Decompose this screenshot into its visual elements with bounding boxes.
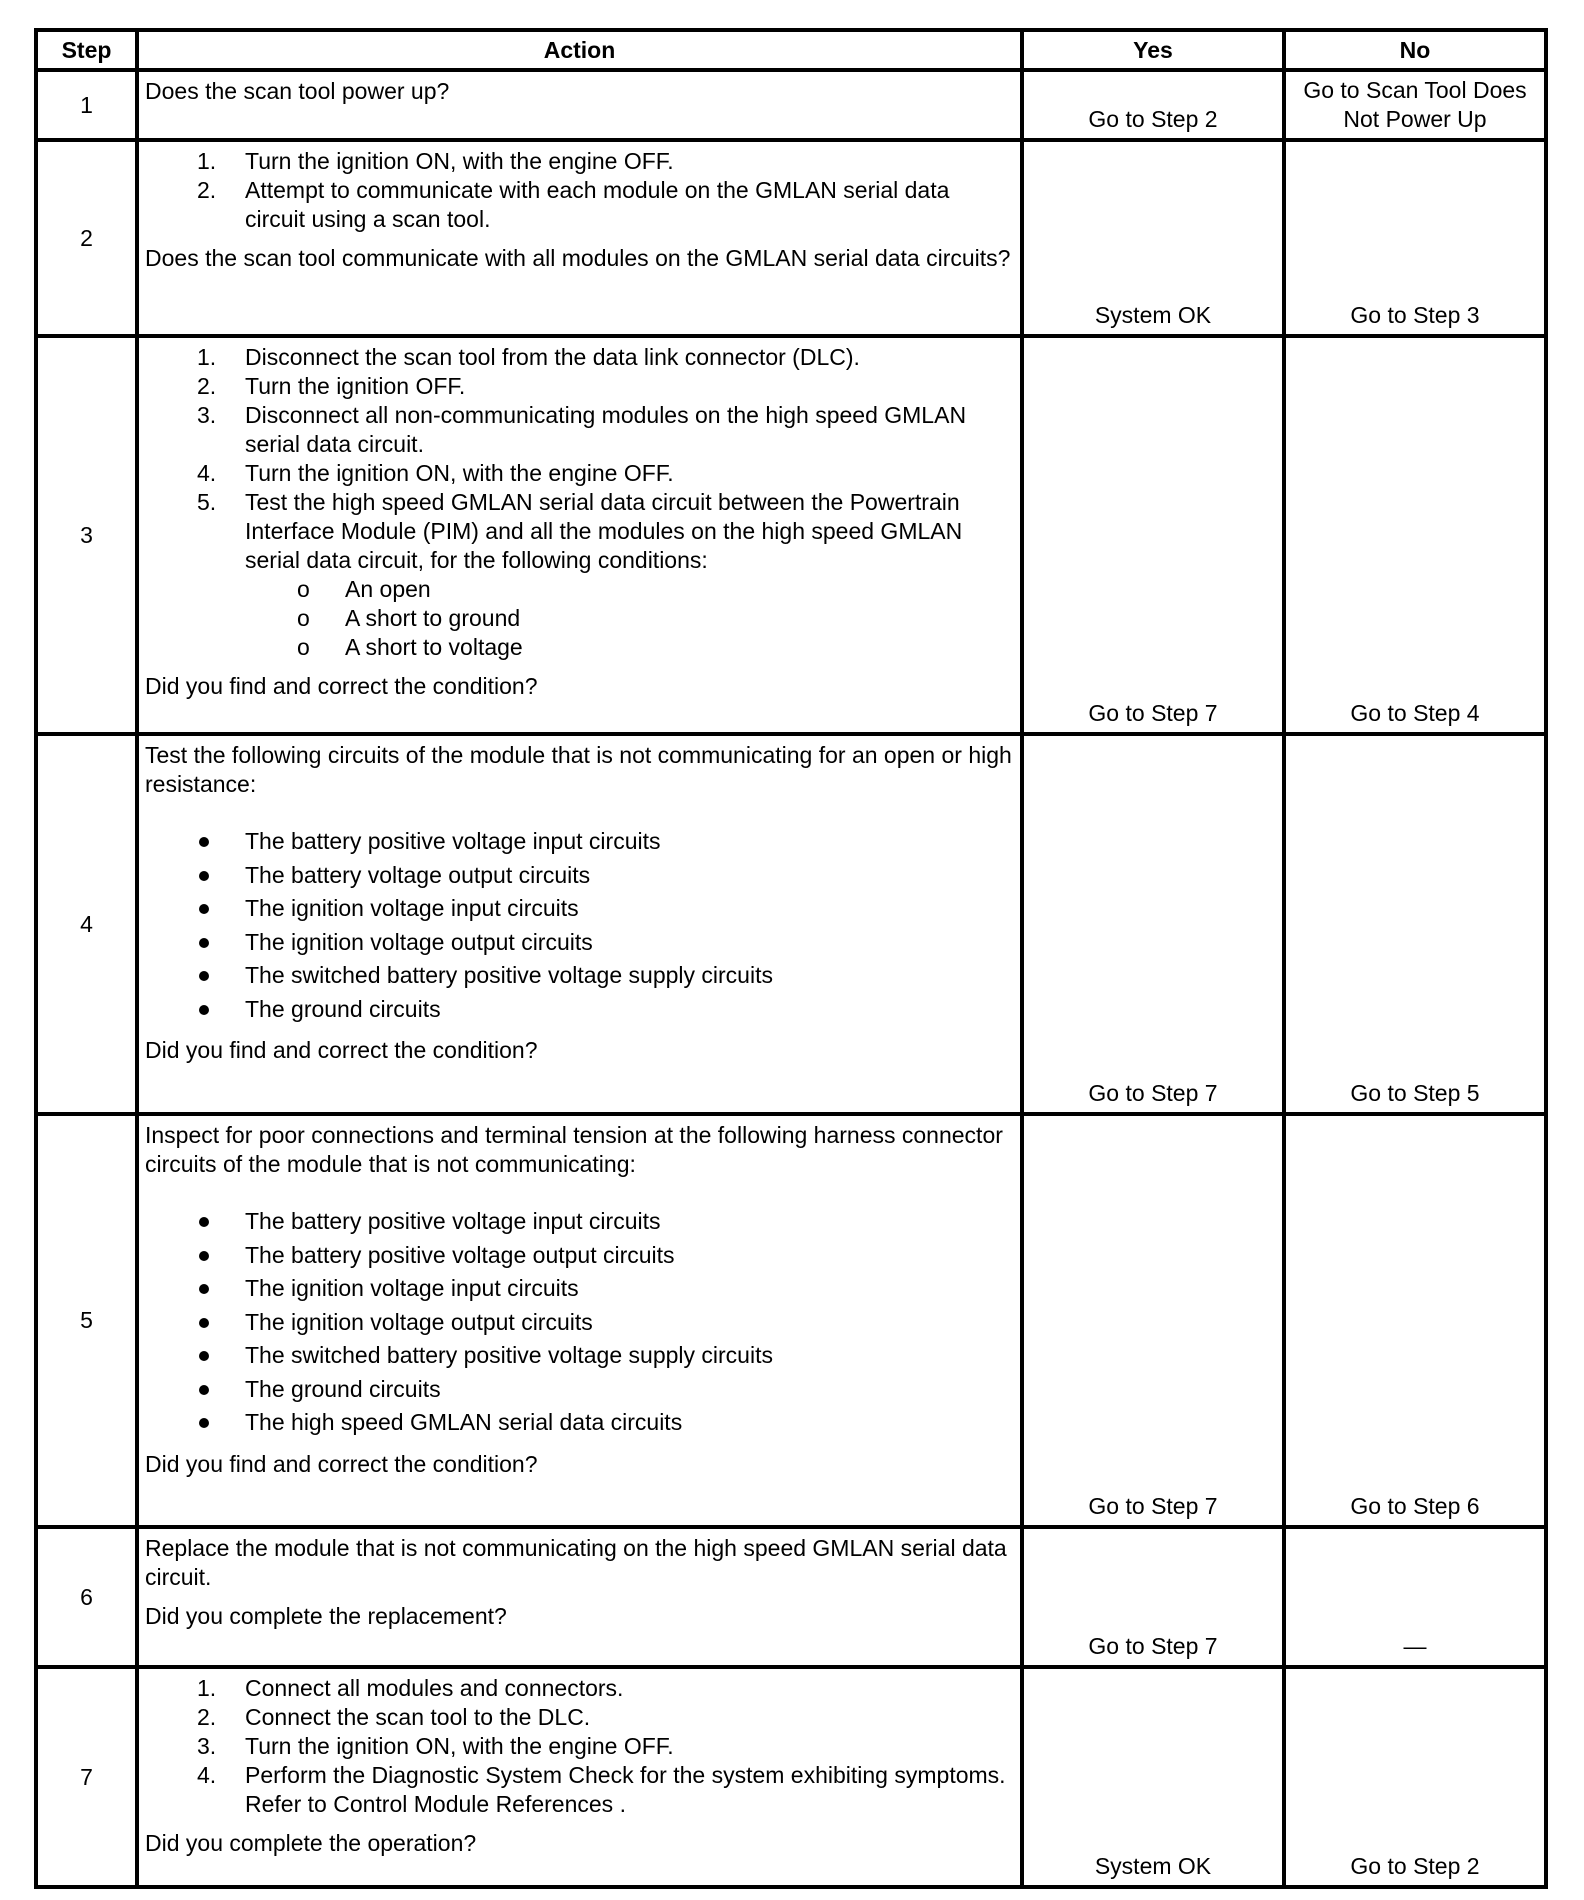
list-item: 1. Connect all modules and connectors. [197, 1675, 624, 1701]
action-steps [145, 343, 1014, 662]
no-result: Go to Step 3 [1284, 140, 1546, 336]
list-item: 2. Turn the ignition OFF. [197, 373, 466, 399]
condition-list [245, 575, 1014, 662]
list-item: 2. Attempt to communicate with each module on the GMLAN serial data circuit using a scan tool. [197, 177, 950, 232]
list-item: o A short to voltage [297, 634, 523, 660]
list-item: The ignition voltage output circuits [145, 1306, 1014, 1340]
table-row [36, 140, 1546, 336]
header-action: Action [137, 30, 1022, 70]
no-result: Go to Step 6 [1284, 1114, 1546, 1527]
list-item: The switched battery positive voltage supply circuits [145, 1339, 1014, 1373]
circuit-list [145, 825, 1014, 1026]
action-cell [137, 1667, 1022, 1887]
step-number: 7 [36, 1667, 137, 1887]
action-question: Does the scan tool communicate with all modules on the GMLAN serial data circuits? [145, 245, 1011, 271]
no-result: Go to Step 2 [1284, 1667, 1546, 1887]
header-yes: Yes [1022, 30, 1284, 70]
action-question: Did you complete the operation? [145, 1830, 477, 1856]
action-cell [137, 336, 1022, 734]
header-step: Step [36, 30, 137, 70]
action-steps [145, 147, 1014, 234]
yes-result: System OK [1022, 1667, 1284, 1887]
action-question: Does the scan tool power up? [145, 78, 450, 104]
action-cell [137, 1527, 1022, 1667]
action-cell [137, 70, 1022, 140]
yes-result: Go to Step 7 [1022, 734, 1284, 1114]
list-item: The high speed GMLAN serial data circuits [145, 1406, 1014, 1440]
action-question: Did you find and correct the condition? [145, 1450, 538, 1477]
list-item: The ignition voltage input circuits [145, 892, 1014, 926]
list-item: The ground circuits [145, 993, 1014, 1027]
diagnostic-table [34, 28, 1548, 1889]
list-item: 1. Disconnect the scan tool from the data link connector (DLC). [197, 344, 860, 370]
step-number: 5 [36, 1114, 137, 1527]
list-item: 2. Connect the scan tool to the DLC. [197, 1704, 591, 1730]
list-item: The switched battery positive voltage supply circuits [145, 959, 1014, 993]
yes-result: Go to Step 7 [1022, 1527, 1284, 1667]
yes-result: Go to Step 7 [1022, 336, 1284, 734]
step-number: 6 [36, 1527, 137, 1667]
circuit-list [145, 1205, 1014, 1440]
action-cell [137, 140, 1022, 336]
list-item: 4. Turn the ignition ON, with the engine OFF. [197, 460, 674, 486]
step-number: 2 [36, 140, 137, 336]
table-row [36, 336, 1546, 734]
action-question: Did you find and correct the condition? [145, 673, 538, 699]
list-item: 3. Turn the ignition ON, with the engine OFF. [197, 1733, 674, 1759]
yes-result: Go to Step 2 [1022, 70, 1284, 140]
list-item: The battery voltage output circuits [145, 859, 1014, 893]
table-row [36, 734, 1546, 1114]
action-question: Did you find and correct the condition? [145, 1037, 538, 1063]
list-item: The ignition voltage output circuits [145, 926, 1014, 960]
step-number: 3 [36, 336, 137, 734]
yes-result: System OK [1022, 140, 1284, 336]
action-intro: Replace the module that is not communicating on the high speed GMLAN serial data circuit. [145, 1535, 1007, 1590]
step-number: 1 [36, 70, 137, 140]
header-row [36, 30, 1546, 70]
action-intro: Inspect for poor connections and terminal tension at the following harness connector circuits of the module that is not communicating: [145, 1122, 1003, 1177]
no-result: Go to Step 5 [1284, 734, 1546, 1114]
list-item: 3. Disconnect all non-communicating modules on the high speed GMLAN serial data circuit. [197, 402, 967, 457]
list-item: The ground circuits [145, 1373, 1014, 1407]
list-item: 1. Turn the ignition ON, with the engine OFF. [197, 148, 674, 174]
list-item: The ignition voltage input circuits [145, 1272, 1014, 1306]
table-row [36, 1527, 1546, 1667]
yes-result: Go to Step 7 [1022, 1114, 1284, 1527]
list-item: o An open [297, 576, 431, 602]
no-result: — [1284, 1527, 1546, 1667]
step-number: 4 [36, 734, 137, 1114]
list-item: The battery positive voltage input circuits [145, 825, 1014, 859]
table-row [36, 70, 1546, 140]
no-result: Go to Step 4 [1284, 336, 1546, 734]
no-result: Go to Scan Tool Does Not Power Up [1284, 70, 1546, 140]
list-item: The battery positive voltage input circuits [145, 1205, 1014, 1239]
list-item: The battery positive voltage output circuits [145, 1239, 1014, 1273]
action-cell [137, 734, 1022, 1114]
list-item: 5. Test the high speed GMLAN serial data circuit between the Powertrain Interface Module (PIM) and all the modules on the high speed GMLAN serial data circuit, for the following conditions: o An open o A short to ground o A short to voltage [145, 488, 1014, 662]
header-no: No [1284, 30, 1546, 70]
table-row [36, 1667, 1546, 1887]
action-steps [145, 1674, 1014, 1819]
action-cell [137, 1114, 1022, 1527]
list-item: o A short to ground [297, 605, 521, 631]
table-row [36, 1114, 1546, 1527]
list-item: 4. Perform the Diagnostic System Check for the system exhibiting symptoms. Refer to Control Module References . [197, 1762, 1006, 1817]
action-intro: Test the following circuits of the module that is not communicating for an open or high resistance: [145, 742, 1012, 797]
action-question: Did you complete the replacement? [145, 1603, 507, 1629]
